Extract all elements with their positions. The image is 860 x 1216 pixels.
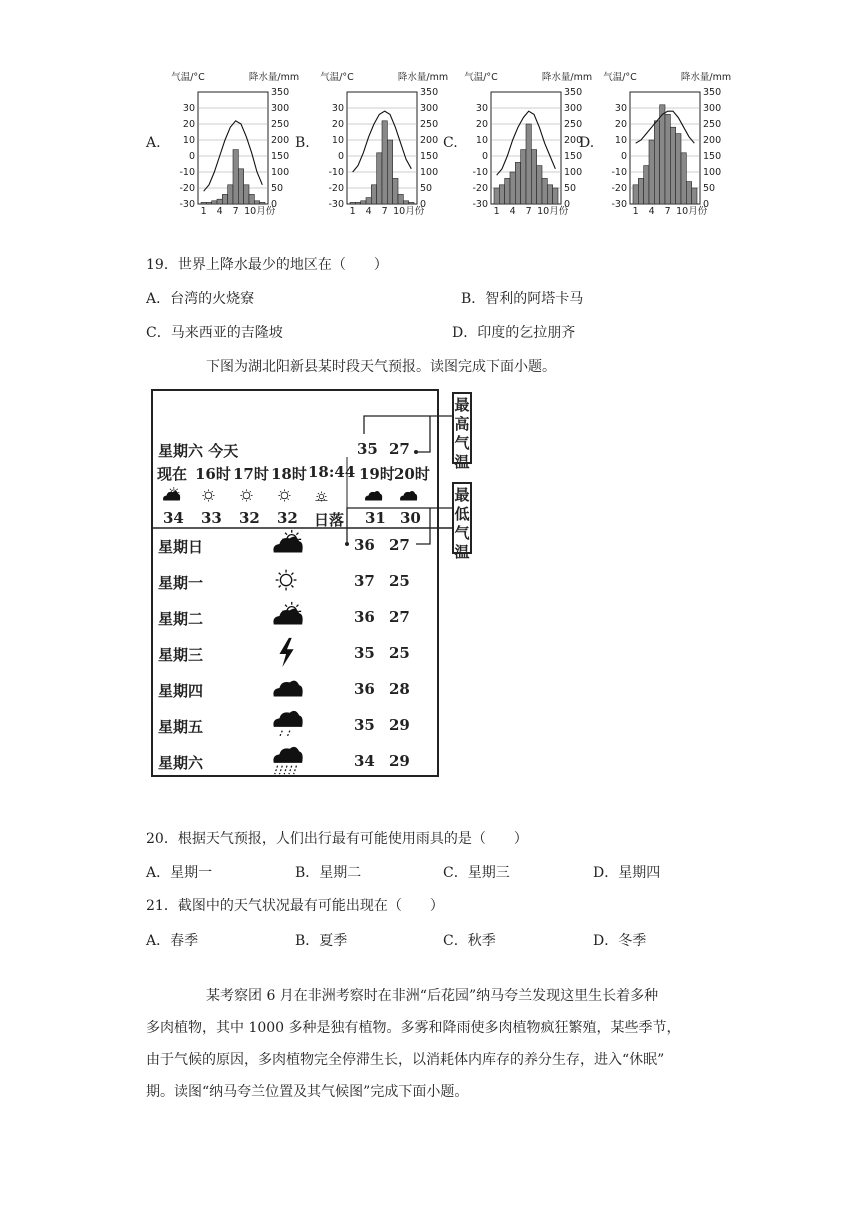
- precip-tick: 100: [420, 167, 439, 178]
- hourly-temp: 30: [400, 509, 421, 527]
- temp-tick: -20: [328, 183, 344, 194]
- sunset-icon: [312, 486, 332, 510]
- hourly-temp: 31: [365, 509, 386, 527]
- day-name: 星期一: [158, 574, 204, 592]
- month-tick: 1: [632, 206, 639, 217]
- q20-option-b[interactable]: B．星期二: [295, 865, 362, 881]
- day-high: 35: [354, 716, 375, 734]
- option-a-letter: A.: [146, 135, 161, 151]
- month-tick: 1: [493, 206, 500, 217]
- precip-tick: 150: [564, 151, 583, 162]
- precip-tick: 0: [703, 199, 710, 210]
- precip-axis-label: 降水量/mm: [680, 72, 732, 83]
- precip-tick: 50: [271, 183, 284, 194]
- precip-tick: 50: [703, 183, 716, 194]
- month-tick: 4: [509, 206, 516, 217]
- precip-tick: 300: [703, 103, 722, 114]
- precip-tick: 50: [420, 183, 433, 194]
- sun-icon: [275, 486, 295, 510]
- temp-tick: 20: [182, 119, 195, 130]
- precip-tick: 200: [703, 135, 722, 146]
- temp-tick: 30: [475, 103, 488, 114]
- label-min-temp: 最低气温: [452, 482, 472, 554]
- precip-tick: 200: [564, 135, 583, 146]
- precip-axis-label: 降水量/mm: [248, 72, 300, 83]
- temp-tick: 30: [182, 103, 195, 114]
- day-low: 25: [389, 572, 410, 590]
- partly-cloudy-icon: [270, 600, 304, 638]
- day-low: 27: [389, 608, 410, 626]
- cloud-icon: [270, 672, 304, 710]
- precip-tick: 350: [271, 87, 290, 98]
- month-tick: 1: [200, 206, 207, 217]
- temp-tick: 20: [614, 119, 627, 130]
- month-tick: 10月份: [537, 206, 569, 217]
- month-tick: 10月份: [393, 206, 425, 217]
- day-high: 37: [354, 572, 375, 590]
- day-low: 29: [389, 716, 410, 734]
- passage-line-2: 多肉植物，其中 1000 多种是独有植物。多雾和降雨使多肉植物疯狂繁殖，某些季节，: [146, 1020, 681, 1036]
- day-name: 星期五: [158, 718, 204, 736]
- hourly-time: 17时: [233, 465, 269, 483]
- month-tick: 10月份: [676, 206, 708, 217]
- temp-tick: 0: [620, 151, 627, 162]
- precip-tick: 250: [703, 119, 722, 130]
- precip-tick: 150: [271, 151, 290, 162]
- today-low: 27: [389, 440, 410, 458]
- option-d-letter: D.: [579, 135, 595, 151]
- precip-tick: 300: [564, 103, 583, 114]
- partly-cloudy-icon: [270, 528, 304, 566]
- today-label: 星期六 今天: [158, 442, 239, 460]
- day-low: 28: [389, 680, 410, 698]
- temp-axis-label: 气温/°C: [171, 72, 205, 83]
- q19-stem: 19．世界上降水最少的地区在（ ）: [146, 257, 388, 273]
- precip-tick: 150: [420, 151, 439, 162]
- day-low: 25: [389, 644, 410, 662]
- precip-tick: 0: [420, 199, 427, 210]
- precip-tick: 250: [420, 119, 439, 130]
- passage-line-3: 由于气候的原因，多肉植物完全停滞生长，以消耗体内库存的养分生存，进入“休眠”: [146, 1052, 665, 1068]
- hourly-temp: 34: [163, 509, 184, 527]
- temp-tick: -10: [179, 167, 195, 178]
- q19-option-b[interactable]: B．智利的阿塔卡马: [461, 291, 584, 307]
- day-name: 星期三: [158, 646, 204, 664]
- temp-axis-label: 气温/°C: [464, 72, 498, 83]
- hourly-time: 现在: [157, 465, 188, 483]
- month-tick: 4: [365, 206, 372, 217]
- rain-icon: [270, 708, 304, 746]
- month-tick: 4: [216, 206, 223, 217]
- q20-option-c[interactable]: C．星期三: [443, 865, 510, 881]
- month-tick: 7: [525, 206, 532, 217]
- option-b-letter: B.: [295, 135, 310, 151]
- month-tick: 10月份: [244, 206, 276, 217]
- precip-tick: 200: [271, 135, 290, 146]
- day-low: 29: [389, 752, 410, 770]
- temp-tick: -30: [179, 199, 195, 210]
- precip-tick: 350: [564, 87, 583, 98]
- precip-tick: 250: [564, 119, 583, 130]
- option-c-letter: C.: [443, 135, 458, 151]
- hourly-time: 18:44: [308, 463, 356, 481]
- hourly-temp: 日落: [314, 511, 345, 529]
- q21-option-a[interactable]: A．春季: [146, 933, 199, 949]
- precip-axis-label: 降水量/mm: [541, 72, 593, 83]
- precip-tick: 100: [564, 167, 583, 178]
- hourly-temp: 32: [239, 509, 260, 527]
- precip-tick: 300: [420, 103, 439, 114]
- q21-option-d[interactable]: D．冬季: [593, 933, 647, 949]
- day-name: 星期日: [158, 538, 204, 556]
- cloud-icon: [398, 486, 418, 510]
- sun-icon: [199, 486, 219, 510]
- temp-axis-label: 气温/°C: [320, 72, 354, 83]
- precip-axis-label: 降水量/mm: [397, 72, 449, 83]
- precip-tick: 100: [271, 167, 290, 178]
- precip-tick: 0: [564, 199, 571, 210]
- temp-tick: -10: [611, 167, 627, 178]
- day-high: 36: [354, 608, 375, 626]
- passage-line-4: 期。读图“纳马夸兰位置及其气候图”完成下面小题。: [146, 1084, 469, 1100]
- month-tick: 7: [232, 206, 239, 217]
- precip-tick: 350: [420, 87, 439, 98]
- sun-icon: [237, 486, 257, 510]
- today-high: 35: [357, 440, 378, 458]
- temp-tick: 30: [614, 103, 627, 114]
- cloud-icon: [363, 486, 383, 510]
- partly-cloudy-icon: [161, 486, 181, 510]
- day-name: 星期二: [158, 610, 204, 628]
- hourly-time: 18时: [271, 465, 307, 483]
- passage-line-1: 某考察团 6 月在非洲考察时在非洲“后花园”纳马夸兰发现这里生长着多种: [206, 988, 659, 1004]
- temp-tick: -30: [611, 199, 627, 210]
- forecast-intro: 下图为湖北阳新县某时段天气预报。读图完成下面小题。: [206, 359, 556, 375]
- heavy-rain-icon: [270, 744, 304, 782]
- q19-option-a[interactable]: A．台湾的火烧寮: [146, 291, 255, 307]
- precip-tick: 200: [420, 135, 439, 146]
- hourly-temp: 33: [201, 509, 222, 527]
- sun-icon: [270, 564, 304, 602]
- lightning-icon: [270, 636, 304, 674]
- q20-stem: 20．根据天气预报，人们出行最有可能使用雨具的是（ ）: [146, 831, 528, 847]
- temp-tick: 30: [331, 103, 344, 114]
- temp-tick: -20: [611, 183, 627, 194]
- precip-tick: 250: [271, 119, 290, 130]
- day-high: 36: [354, 536, 375, 554]
- day-name: 星期四: [158, 682, 204, 700]
- temp-axis-label: 气温/°C: [603, 72, 637, 83]
- day-high: 36: [354, 680, 375, 698]
- temp-tick: 0: [481, 151, 488, 162]
- month-tick: 7: [664, 206, 671, 217]
- day-high: 34: [354, 752, 375, 770]
- q19-option-d[interactable]: D．印度的乞拉朋齐: [452, 325, 576, 341]
- temp-tick: 20: [331, 119, 344, 130]
- precip-tick: 50: [564, 183, 577, 194]
- month-tick: 7: [381, 206, 388, 217]
- day-name: 星期六: [158, 754, 204, 772]
- temp-tick: -30: [328, 199, 344, 210]
- hourly-time: 16时: [195, 465, 231, 483]
- temp-tick: 10: [331, 135, 344, 146]
- passage: [146, 980, 736, 1108]
- hourly-temp: 32: [277, 509, 298, 527]
- precip-tick: 0: [271, 199, 278, 210]
- q19-option-c[interactable]: C．马来西亚的吉隆坡: [146, 325, 283, 341]
- temp-tick: 0: [188, 151, 195, 162]
- hourly-time: 20时: [394, 465, 430, 483]
- precip-tick: 300: [271, 103, 290, 114]
- month-tick: 4: [648, 206, 655, 217]
- precip-tick: 150: [703, 151, 722, 162]
- day-high: 35: [354, 644, 375, 662]
- temp-tick: -20: [472, 183, 488, 194]
- temp-tick: -10: [328, 167, 344, 178]
- hourly-time: 19时: [359, 465, 395, 483]
- temp-tick: 10: [475, 135, 488, 146]
- q20-option-a[interactable]: A．星期一: [146, 865, 213, 881]
- temp-tick: 0: [337, 151, 344, 162]
- precip-tick: 100: [703, 167, 722, 178]
- temp-tick: -30: [472, 199, 488, 210]
- q21-option-c[interactable]: C．秋季: [443, 933, 496, 949]
- q21-option-b[interactable]: B．夏季: [295, 933, 348, 949]
- temp-tick: 10: [182, 135, 195, 146]
- month-tick: 1: [349, 206, 356, 217]
- label-max-temp: 最高气温: [452, 392, 472, 464]
- q20-option-d[interactable]: D．星期四: [593, 865, 661, 881]
- temp-tick: 20: [475, 119, 488, 130]
- q21-stem: 21．截图中的天气状况最有可能出现在（ ）: [146, 898, 444, 914]
- temp-tick: -10: [472, 167, 488, 178]
- day-low: 27: [389, 536, 410, 554]
- temp-tick: -20: [179, 183, 195, 194]
- temp-tick: 10: [614, 135, 627, 146]
- precip-tick: 350: [703, 87, 722, 98]
